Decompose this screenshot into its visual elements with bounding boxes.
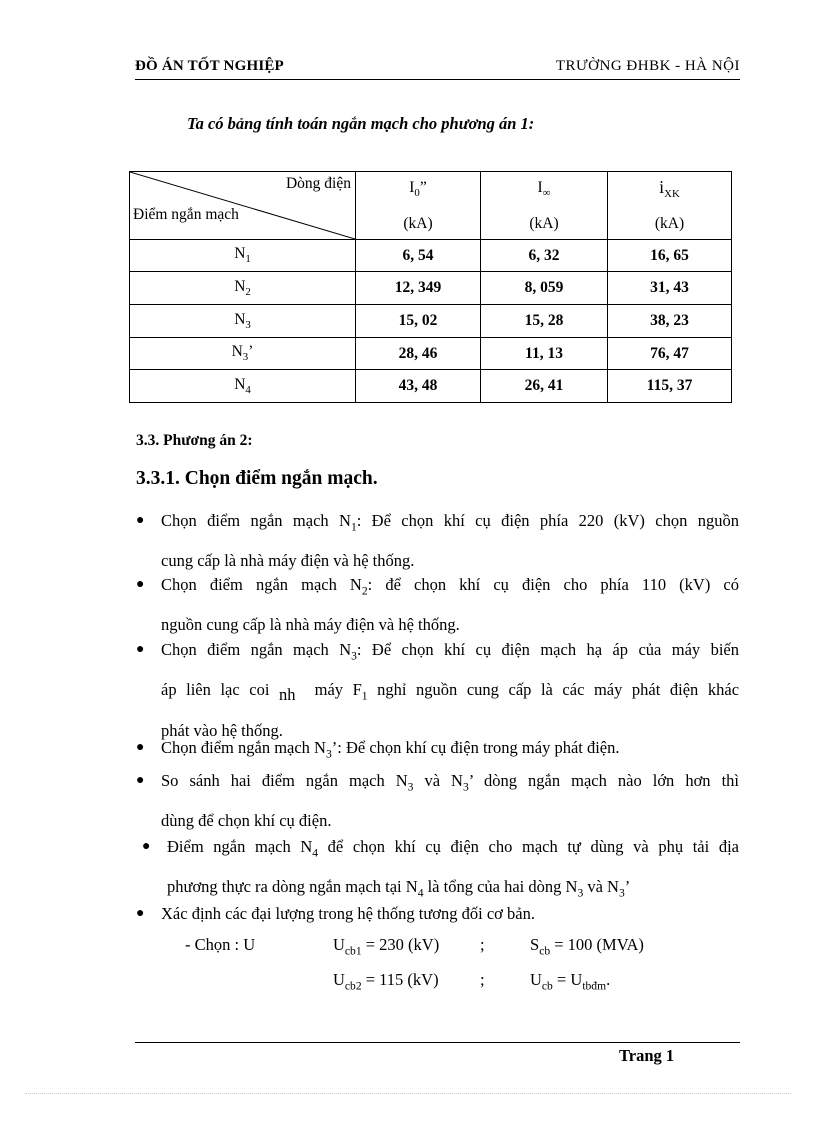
row-label: $N_3$’ — [130, 338, 356, 370]
eq-sep: ; — [480, 935, 485, 954]
table-corner-cell — [130, 172, 356, 240]
page-header — [135, 58, 740, 78]
row-label: $N_1$ — [130, 240, 356, 272]
cell-i0: 15, 02 — [356, 305, 481, 338]
row-label: $N_3$ — [130, 305, 356, 338]
bullet-icon: ● — [136, 906, 145, 921]
header-divider — [135, 79, 740, 80]
bullet-icon: ● — [142, 839, 151, 854]
short-circuit-table — [129, 171, 732, 403]
cell-i0: 43, 48 — [356, 370, 481, 403]
eq-ucb1: $U_{cb1} = 230$ (kV) — [333, 935, 440, 958]
col-header-ixk: $i_{XK}$ (kA) — [608, 172, 732, 240]
bullet-icon: ● — [136, 773, 145, 788]
cell-i0: 6, 54 — [356, 240, 481, 272]
cell-ixk: 76, 47 — [608, 338, 732, 370]
footer-divider — [135, 1042, 740, 1043]
bullet-icon: ● — [136, 642, 145, 657]
cell-iinf: 15, 28 — [481, 305, 608, 338]
header-right: TRƯỜNG ĐHBK - HÀ NỘI — [555, 58, 740, 74]
table-row — [130, 305, 732, 338]
eq-scb: $S_{cb} = 100$ (MVA) — [530, 935, 644, 958]
bullet-icon: ● — [136, 513, 145, 528]
cell-ixk: 38, 23 — [608, 305, 732, 338]
cell-ixk: 16, 65 — [608, 240, 732, 272]
cell-iinf: 26, 41 — [481, 370, 608, 403]
cell-iinf: 11, 13 — [481, 338, 608, 370]
eq-ucb: $U_{cb} = U_{tbđm}$. — [530, 970, 611, 993]
table-row — [130, 370, 732, 403]
row-label: $N_2$ — [130, 272, 356, 305]
cell-ixk: 115, 37 — [608, 370, 732, 403]
table-row — [130, 240, 732, 272]
table-row — [130, 272, 732, 305]
subsection-heading: 3.3.1. Chọn điểm ngắn mạch. — [136, 468, 378, 489]
cell-iinf: 6, 32 — [481, 240, 608, 272]
section-heading: 3.3. Phương án 2: — [136, 432, 253, 449]
eq-choose: - Chọn : U — [185, 935, 256, 954]
eq-sep: ; — [480, 970, 485, 989]
cell-i0: 28, 46 — [356, 338, 481, 370]
page-edge — [25, 1093, 791, 1094]
table-row — [130, 338, 732, 370]
page-number: Trang 1 — [619, 1046, 675, 1065]
col-header-i0: $I_0$” (kA) — [356, 172, 481, 240]
cell-ixk: 31, 43 — [608, 272, 732, 305]
bullet-icon: ● — [136, 740, 145, 755]
corner-bottom-label: Điểm ngắn mạch — [133, 206, 239, 223]
header-left: ĐỒ ÁN TỐT NGHIỆP — [135, 58, 284, 74]
cell-iinf: 8, 059 — [481, 272, 608, 305]
cell-i0: 12, 349 — [356, 272, 481, 305]
corner-top-label: Dòng điện — [285, 175, 351, 192]
table-caption: Ta có bảng tính toán ngắn mạch cho phương án 1: — [187, 114, 535, 133]
eq-ucb2: $U_{cb2} = 115$ (kV) — [333, 970, 439, 993]
row-label: $N_4$ — [130, 370, 356, 403]
bullet-icon: ● — [136, 577, 145, 592]
col-header-iinf: $I_\infty$ (kA) — [481, 172, 608, 240]
